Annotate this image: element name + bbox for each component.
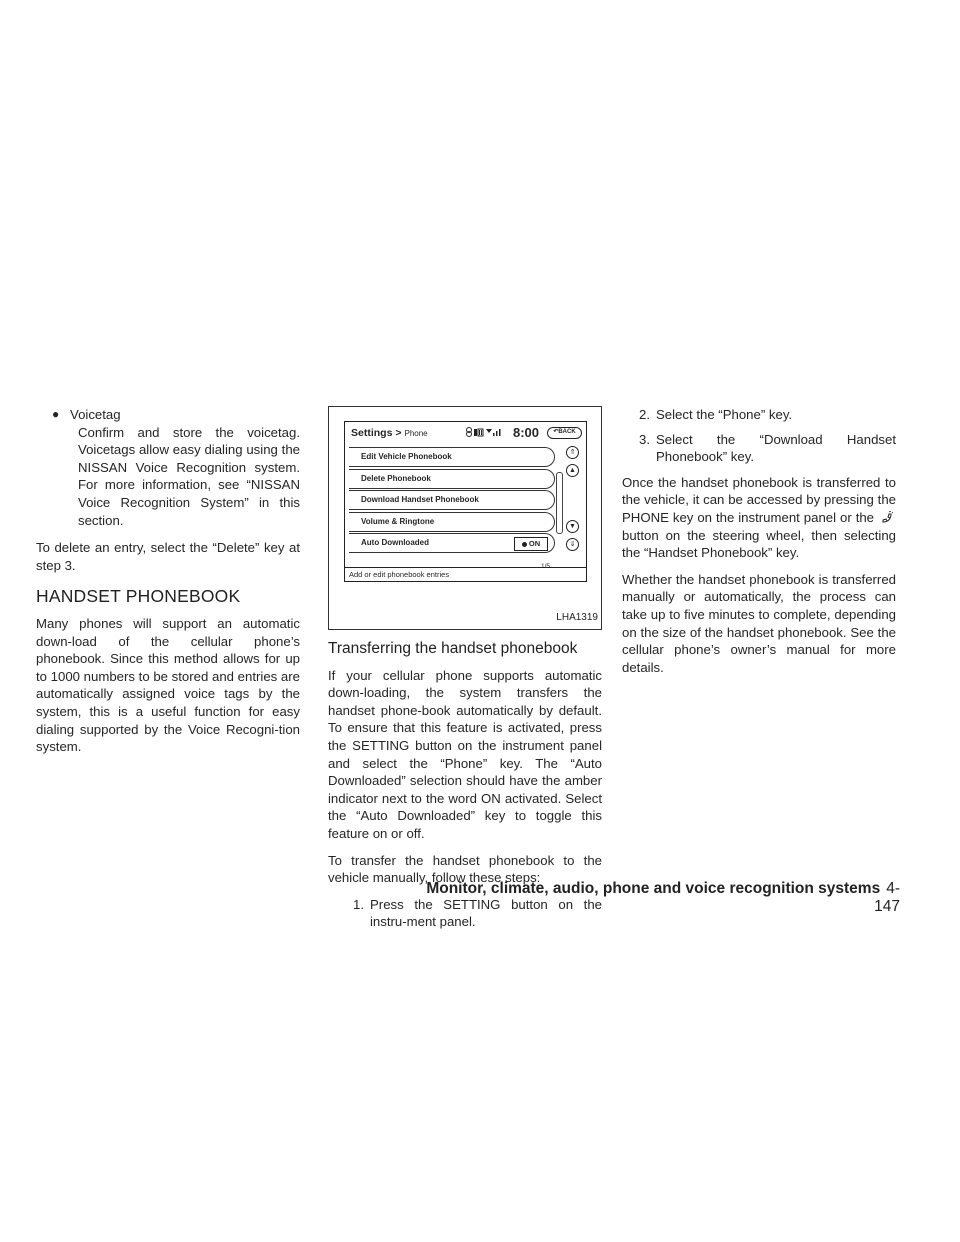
duration-paragraph: Whether the handset phonebook is transferred manually or automatically, the process can take up to five minutes to complete, depending on the size of the handset phonebook. See the cellular phone’s owner’s manual for more details. (622, 571, 896, 675)
back-button[interactable] (547, 427, 582, 439)
page-indicator: 1/5 (541, 563, 551, 570)
screen-clock: 8:00 (513, 425, 540, 440)
menu-item-delete-phonebook[interactable]: Delete Phonebook (349, 469, 555, 489)
intro-paragraph: Many phones will support an automatic down-load of the cellular phone’s phonebook. Since this method allows for up to 1000 numbers to be stored and entries are automatically assigned voice tags by the system, this is a useful function for easy dialing supported by the Voice Recogni-tion system. (36, 615, 300, 755)
step-item: 2. Select the “Phone” key. (639, 407, 793, 422)
subheading: Transferring the handset phonebook (328, 640, 578, 657)
manual-transfer-paragraph: To transfer the handset phonebook to the vehicle manually, follow these steps: (328, 852, 602, 886)
steps-list-continued (622, 406, 896, 466)
bullet-icon: ● (52, 407, 60, 421)
scroll-top-icon[interactable]: ⇑ (566, 446, 579, 459)
auto-download-toggle[interactable] (514, 537, 548, 551)
status-icons (465, 427, 509, 437)
back-label: BACK (558, 429, 576, 436)
bullet-title: Voicetag (70, 407, 121, 422)
scroll-up-icon[interactable]: ▲ (566, 464, 579, 477)
phone-talk-icon (880, 511, 894, 525)
menu-item-edit-vehicle-phonebook[interactable]: Edit Vehicle Phonebook (349, 447, 555, 467)
step-item: 3. Select the “Download Handset Phonebook” key. (639, 431, 896, 465)
indicator-dot-icon (522, 542, 527, 547)
bullet-description: Confirm and store the voicetag. Voicetags allow easy dialing using the NISSAN Voice Recognition system. For more information, see “NISSAN Voice Recognition System” in this section. (78, 424, 300, 528)
scrollbar[interactable] (556, 472, 563, 534)
delete-note: To delete an entry, select the “Delete” key at step 3. (36, 540, 300, 573)
toggle-label: ON (528, 539, 541, 549)
section-heading: HANDSET PHONEBOOK (36, 586, 241, 607)
status-icons-svg (465, 427, 509, 437)
settings-menu (349, 447, 559, 555)
screen-hint: Add or edit phonebook entries (345, 567, 586, 581)
page-number: 4-147 (874, 880, 900, 915)
auto-download-paragraph: If your cellular phone supports automatic down-loading, the system transfers the handset phone-book automatically by default. To ensure that this feature is activated, press the SETTING button on the instrument panel and select the “Phone” key. The “Auto Downloaded” selection should have the amber indicator next to the word ON activated. Select the “Auto Downloaded” key to toggle this feature on or off. (328, 667, 602, 841)
chapter-title: Monitor, climate, audio, phone and voice recognition systems (426, 880, 881, 897)
screen-figure (328, 406, 602, 630)
column-middle (328, 406, 602, 939)
page-footer (420, 880, 900, 916)
figure-label: LHA1319 (556, 612, 598, 624)
scroll-down-icon[interactable]: ▼ (566, 520, 579, 533)
column-right (622, 406, 896, 685)
menu-item-download-handset-phonebook[interactable]: Download Handset Phonebook (349, 490, 555, 510)
display-screen (344, 421, 587, 582)
menu-item-volume-ringtone[interactable]: Volume & Ringtone (349, 512, 555, 532)
scroll-buttons (566, 446, 582, 556)
menu-item-auto-downloaded[interactable]: Auto Downloaded ON (349, 533, 555, 553)
bullet-voicetag (52, 406, 300, 529)
back-arrow-icon: ↶ (553, 429, 559, 436)
step-item: 1. Press the SETTING button on the instru-ment panel. (353, 896, 602, 930)
screen-breadcrumb: Phone (404, 429, 428, 439)
screen-title: Settings > (351, 427, 402, 440)
column-left (36, 406, 300, 765)
scroll-bottom-icon[interactable]: ⇓ (566, 538, 579, 551)
access-paragraph: Once the handset phonebook is transferred to the vehicle, it can be accessed by pressing the PHONE key on the instrument panel or the button on the steering wheel, then selecting the “Handset Phonebook” key. (622, 474, 896, 561)
